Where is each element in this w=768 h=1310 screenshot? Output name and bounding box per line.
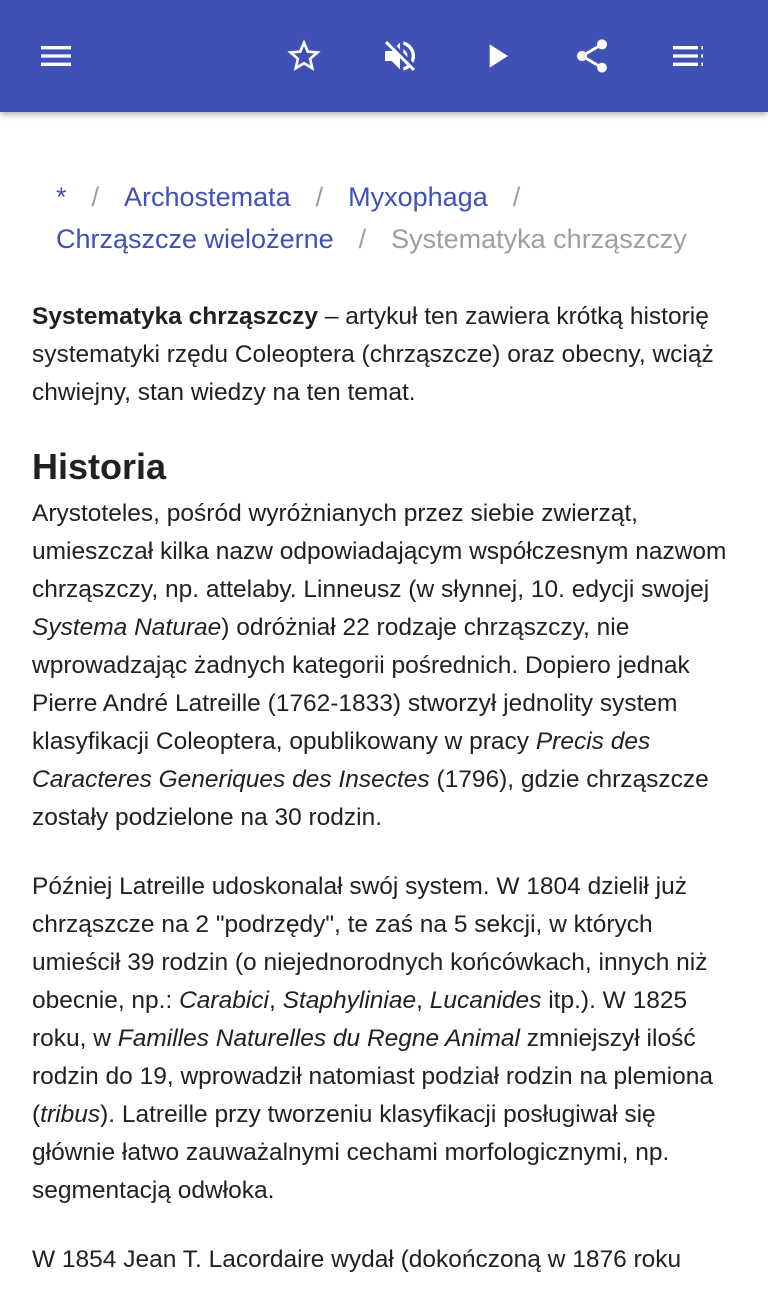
text-segment: ). Latreille przy tworzeniu klasyfikacji posługiwał się głównie łatwo zauważalnymi cechami morfologicznymi, np. segmentacją odwłoka. [32, 1101, 670, 1204]
text-segment: itp.). W 1825 roku, w [32, 987, 688, 1052]
share-button[interactable] [564, 28, 620, 84]
italic-title: Precis des Caracteres Generiques des Insectes [32, 728, 651, 793]
text-segment: , [268, 987, 283, 1014]
breadcrumb-separator: / [512, 182, 521, 212]
contents-button[interactable] [660, 28, 716, 84]
text-segment: ) odróżniał 22 rodzaje chrząszczy, nie wprowadzając żadnych kategorii pośrednich. Dopiero jednak Pierre André Latreille (1762-1833) stworzył jednolity system klasyfikacji Coleoptera, opublikowany w pracy [32, 614, 690, 755]
breadcrumb-link-myxophaga[interactable]: Myxophaga [348, 182, 488, 212]
italic-title: Familles Naturelles du Regne Animal [117, 1025, 520, 1052]
app-toolbar [0, 0, 768, 112]
history-paragraph-2 [32, 868, 737, 1210]
text-segment: Arystoteles, pośród wyróżnianych przez siebie zwierząt, umieszczał kilka nazw odpowiadającym współczesnym nazwom chrząszczy, np. attelaby. Linneusz (w słynnej, 10. edycji swojej [32, 500, 727, 603]
list-icon [668, 36, 708, 76]
breadcrumb-link-root[interactable]: * [56, 182, 67, 212]
text-segment: zmniejszył ilość rodzin do 19, wprowadził natomiast podział rodzin na plemiona ( [32, 1025, 713, 1128]
breadcrumb-link-polyphaga[interactable]: Chrząszcze wielożerne [56, 224, 334, 254]
breadcrumb-current: Systematyka chrząszczy [391, 224, 687, 254]
star-icon [284, 36, 324, 76]
play-button[interactable] [470, 28, 526, 84]
share-icon [572, 36, 612, 76]
breadcrumb [56, 176, 736, 260]
menu-button[interactable] [28, 28, 84, 84]
intro-paragraph [32, 298, 737, 412]
breadcrumb-separator: / [358, 224, 367, 254]
text-segment: (1796), gdzie chrząszcze zostały podzielone na 30 rodzin. [32, 766, 709, 831]
text-segment: Później Latreille udoskonalał swój system. W 1804 dzielił już chrząszcze na 2 "podrzędy", te zaś na 5 sekcji, w których umieścił 39 rodzin (o niejednorodnych końcówkach, innych niż obecnie, np.: [32, 873, 708, 1014]
section-heading: Historia [32, 446, 167, 487]
italic-term: Carabici [179, 987, 269, 1014]
text-segment: , [416, 987, 430, 1014]
breadcrumb-link-archostemata[interactable]: Archostemata [124, 182, 291, 212]
italic-term: tribus [40, 1101, 101, 1128]
history-paragraph-1 [32, 495, 737, 837]
breadcrumb-separator: / [315, 182, 324, 212]
italic-term: Lucanides [429, 987, 542, 1014]
volume-off-icon [380, 36, 420, 76]
article-title-bold: Systematyka chrząszczy [32, 303, 319, 330]
breadcrumb-separator: / [91, 182, 100, 212]
intro-text: – artykuł ten zawiera krótką historię systematyki rzędu Coleoptera (chrząszcze) oraz obecny, wciąż chwiejny, stan wiedzy na ten temat. [32, 303, 714, 406]
article-content [32, 298, 737, 1310]
italic-term: Staphyliniae [282, 987, 417, 1014]
menu-icon [36, 36, 76, 76]
italic-title: Systema Naturae [32, 614, 222, 641]
history-paragraph-3: W 1854 Jean T. Lacordaire wydał (dokończoną w 1876 roku [32, 1246, 682, 1273]
play-icon [478, 36, 518, 76]
mute-button[interactable] [372, 28, 428, 84]
favorite-button[interactable] [276, 28, 332, 84]
